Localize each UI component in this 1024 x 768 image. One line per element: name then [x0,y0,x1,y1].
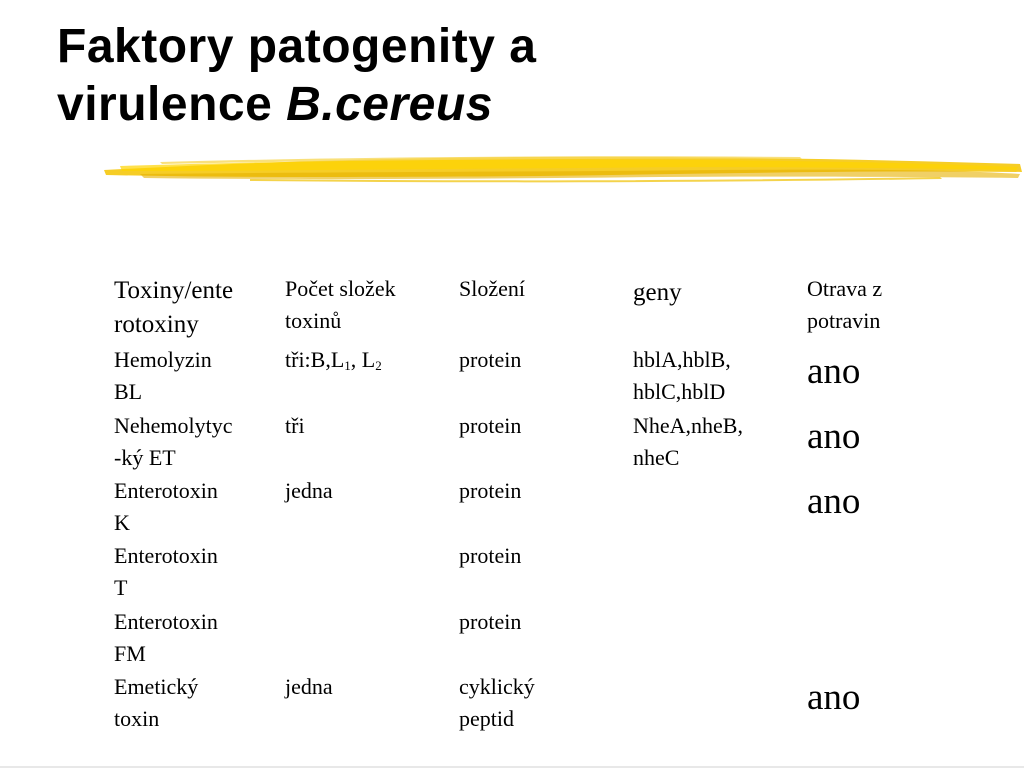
table-row-3-food: ano [807,481,861,522]
table-row-3-composition: protein [459,478,522,503]
slide-title-species: B.cereus [286,78,493,131]
table-row-6-food: ano [807,677,861,718]
table-row-2-name: Nehemolytyc -ký ET [114,413,233,470]
slide-title-line-1: Faktory patogenity a [57,20,537,73]
slide-title-plain: virulence [57,78,287,131]
header-component-count: Počet složek toxinů [285,276,396,333]
table-row-2-genes: NheA,nheB, nheC [633,413,743,470]
table-row-6-count: jedna [285,674,333,699]
table-row-6-composition: cyklický peptid [459,674,535,731]
table-row-2-composition: protein [459,413,522,438]
table-row-5-composition: protein [459,609,522,634]
header-composition: Složení [459,276,525,301]
table-row-1-name: Hemolyzin BL [114,347,212,404]
header-food-poisoning: Otrava z potravin [807,276,883,333]
table-row-2-count: tři [285,413,305,438]
table-row-3-count: jedna [285,478,333,503]
table-row-3-name: Enterotoxin K [114,478,218,535]
table-row-1-composition: protein [459,347,522,372]
table-row-5-name: Enterotoxin FM [114,609,218,666]
header-genes: geny [633,279,682,306]
table-row-1-genes: hblA,hblB, hblC,hblD [633,347,731,404]
table-row-1-food: ano [807,351,861,392]
table-row-2-food: ano [807,416,861,457]
table-row-6-name: Emetický toxin [114,674,199,731]
table-row-4-composition: protein [459,543,522,568]
header-toxins: Toxiny/ente rotoxiny [114,277,234,338]
table-row-1-count: $tři:B,L_1$, $L_2$ [285,347,382,373]
table-row-4-name: Enterotoxin T [114,543,218,600]
